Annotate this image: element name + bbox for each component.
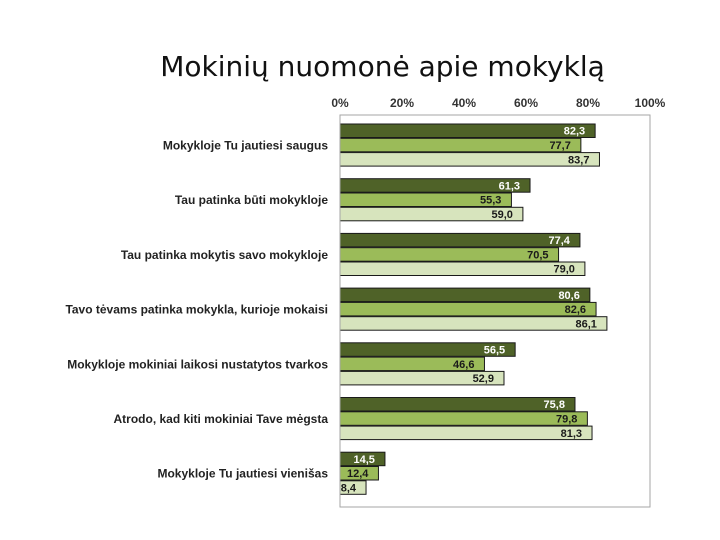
category-label: Tavo tėvams patinka mokykla, kurioje mokaisi	[65, 302, 328, 317]
page-title: Mokinių nuomonė apie mokyklą	[160, 50, 605, 83]
category-labels	[65, 138, 328, 480]
x-tick-label: 100%	[634, 96, 666, 110]
data-label: 80,6	[558, 289, 580, 302]
category-label: Mokykloje Tu jautiesi saugus	[162, 138, 328, 153]
x-tick-label: 0%	[331, 96, 349, 110]
data-label: 61,3	[498, 180, 521, 193]
category-label: Tau patinka būti mokykloje	[174, 193, 328, 208]
category-label: Tau patinka mokytis savo mokykloje	[120, 247, 328, 262]
bar	[340, 262, 585, 276]
data-label: 82,6	[564, 304, 587, 317]
bar	[340, 288, 590, 302]
data-label: 70,5	[527, 249, 549, 262]
data-label: 75,8	[543, 399, 565, 412]
x-tick-label: 40%	[451, 96, 477, 110]
data-label: 83,7	[568, 154, 590, 167]
bar	[340, 153, 599, 167]
bar	[340, 124, 595, 138]
bar	[340, 412, 587, 426]
data-label: 82,3	[563, 125, 586, 138]
data-label: 59,0	[491, 209, 513, 221]
data-label: 86,1	[575, 318, 597, 331]
x-tick-label: 20%	[389, 96, 415, 110]
data-label: 77,4	[548, 235, 570, 248]
data-label: 79,0	[553, 263, 575, 276]
x-tick-label: 80%	[575, 96, 601, 110]
category-label: Atrodo, kad kiti mokiniai Tave mėgsta	[113, 411, 328, 426]
data-label: 14,5	[353, 453, 375, 466]
category-label: Mokykloje Tu jautiesi vienišas	[157, 466, 328, 481]
category-label: Mokykloje mokiniai laikosi nustatytos tvarkos	[67, 357, 328, 372]
data-label: 46,6	[453, 358, 475, 371]
x-tick-label: 60%	[513, 96, 539, 110]
bar	[340, 302, 596, 316]
data-label: 79,8	[555, 413, 578, 426]
data-label: 81,3	[560, 427, 583, 440]
data-label: 77,7	[549, 140, 571, 152]
bar	[340, 426, 592, 440]
data-label: 52,9	[472, 373, 494, 386]
bar	[340, 398, 575, 412]
x-axis-ticks	[331, 96, 665, 110]
bar	[340, 233, 580, 247]
bar	[340, 248, 559, 262]
bar	[340, 138, 581, 152]
data-label: 8,4	[340, 482, 357, 495]
data-label: 56,5	[483, 344, 506, 357]
data-label: 12,4	[347, 468, 369, 481]
bar	[340, 317, 607, 331]
data-label: 55,3	[480, 194, 502, 207]
